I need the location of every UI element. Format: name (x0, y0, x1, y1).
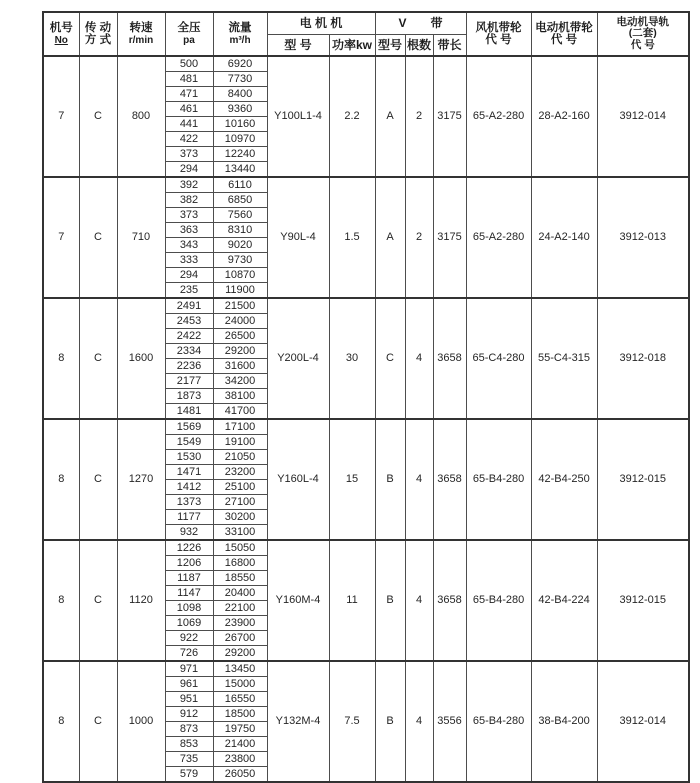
cell-pressure: 873 (165, 722, 213, 737)
cell-pressure: 1177 (165, 510, 213, 525)
col-group-vbelt: V 带 (375, 12, 466, 35)
cell-flow: 23900 (213, 616, 267, 631)
cell-speed: 1600 (117, 298, 165, 419)
cell-belt-type: A (375, 56, 405, 177)
cell-belt-length: 3658 (433, 419, 466, 540)
cell-pressure: 2236 (165, 359, 213, 374)
cell-pressure: 971 (165, 661, 213, 677)
cell-motor-rail: 3912-015 (597, 540, 689, 661)
cell-pressure: 382 (165, 193, 213, 208)
cell-flow: 7730 (213, 72, 267, 87)
cell-flow: 26700 (213, 631, 267, 646)
table-row (43, 540, 689, 556)
cell-belt-count: 2 (405, 56, 433, 177)
cell-motor-rail: 3912-013 (597, 177, 689, 298)
col-header-flow: 流量 m³/h (213, 12, 267, 56)
cell-machine-no: 8 (43, 419, 79, 540)
cell-flow: 38100 (213, 389, 267, 404)
cell-flow: 10160 (213, 117, 267, 132)
cell-flow: 16550 (213, 692, 267, 707)
table-row (43, 298, 689, 314)
cell-speed: 710 (117, 177, 165, 298)
cell-pressure: 343 (165, 238, 213, 253)
cell-belt-length: 3175 (433, 56, 466, 177)
cell-belt-count: 4 (405, 419, 433, 540)
cell-pressure: 2453 (165, 314, 213, 329)
col-header-drive-type: 传 动 方 式 (79, 12, 117, 56)
cell-flow: 41700 (213, 404, 267, 420)
table-row (43, 661, 689, 677)
cell-motor-power: 30 (329, 298, 375, 419)
cell-flow: 18550 (213, 571, 267, 586)
cell-motor-power: 11 (329, 540, 375, 661)
col-header-vbelt-model: 型号 (375, 35, 405, 57)
cell-motor-model: Y200L-4 (267, 298, 329, 419)
cell-motor-power: 7.5 (329, 661, 375, 782)
cell-motor-pulley: 42-B4-224 (531, 540, 597, 661)
cell-drive-type: C (79, 56, 117, 177)
cell-pressure: 1187 (165, 571, 213, 586)
cell-pressure: 373 (165, 208, 213, 223)
cell-pressure: 1069 (165, 616, 213, 631)
cell-drive-type: C (79, 298, 117, 419)
cell-belt-type: A (375, 177, 405, 298)
cell-pressure: 961 (165, 677, 213, 692)
cell-belt-length: 3175 (433, 177, 466, 298)
cell-speed: 1120 (117, 540, 165, 661)
cell-flow: 16800 (213, 556, 267, 571)
cell-flow: 19750 (213, 722, 267, 737)
cell-flow: 9730 (213, 253, 267, 268)
cell-pressure: 1412 (165, 480, 213, 495)
cell-pressure: 294 (165, 268, 213, 283)
cell-flow: 30200 (213, 510, 267, 525)
col-header-motor-model: 型 号 (267, 35, 329, 57)
cell-pressure: 235 (165, 283, 213, 299)
cell-flow: 21400 (213, 737, 267, 752)
cell-pressure: 1147 (165, 586, 213, 601)
cell-belt-count: 4 (405, 540, 433, 661)
cell-belt-length: 3658 (433, 298, 466, 419)
cell-flow: 23800 (213, 752, 267, 767)
col-group-motor: 电 机 机 (267, 12, 375, 35)
cell-belt-count: 4 (405, 298, 433, 419)
cell-flow: 9020 (213, 238, 267, 253)
cell-flow: 20400 (213, 586, 267, 601)
cell-machine-no: 8 (43, 661, 79, 782)
cell-fan-pulley: 65-C4-280 (466, 298, 531, 419)
cell-motor-model: Y90L-4 (267, 177, 329, 298)
cell-flow: 21050 (213, 450, 267, 465)
cell-flow: 31600 (213, 359, 267, 374)
cell-belt-length: 3556 (433, 661, 466, 782)
cell-pressure: 1549 (165, 435, 213, 450)
cell-flow: 12240 (213, 147, 267, 162)
cell-pressure: 922 (165, 631, 213, 646)
cell-motor-power: 2.2 (329, 56, 375, 177)
spec-table-body (43, 56, 689, 782)
cell-flow: 17100 (213, 419, 267, 435)
cell-motor-rail: 3912-014 (597, 56, 689, 177)
cell-motor-rail: 3912-018 (597, 298, 689, 419)
cell-machine-no: 8 (43, 298, 79, 419)
cell-belt-type: B (375, 540, 405, 661)
table-row (43, 56, 689, 72)
cell-pressure: 1481 (165, 404, 213, 420)
cell-fan-pulley: 65-A2-280 (466, 56, 531, 177)
cell-motor-model: Y160L-4 (267, 419, 329, 540)
cell-pressure: 932 (165, 525, 213, 541)
cell-pressure: 1098 (165, 601, 213, 616)
cell-flow: 11900 (213, 283, 267, 299)
cell-belt-length: 3658 (433, 540, 466, 661)
table-row (43, 177, 689, 193)
col-header-vbelt-length: 带长 (433, 35, 466, 57)
cell-drive-type: C (79, 177, 117, 298)
cell-motor-model: Y132M-4 (267, 661, 329, 782)
cell-belt-type: B (375, 661, 405, 782)
cell-flow: 24000 (213, 314, 267, 329)
cell-pressure: 2177 (165, 374, 213, 389)
cell-flow: 19100 (213, 435, 267, 450)
cell-motor-pulley: 55-C4-315 (531, 298, 597, 419)
cell-flow: 10970 (213, 132, 267, 147)
cell-machine-no: 7 (43, 56, 79, 177)
cell-fan-pulley: 65-A2-280 (466, 177, 531, 298)
col-header-motor-rail: 电动机导轨 (二套) 代 号 (597, 12, 689, 56)
cell-flow: 22100 (213, 601, 267, 616)
cell-flow: 13450 (213, 661, 267, 677)
cell-pressure: 333 (165, 253, 213, 268)
cell-pressure: 441 (165, 117, 213, 132)
cell-belt-type: C (375, 298, 405, 419)
cell-flow: 9360 (213, 102, 267, 117)
cell-flow: 8400 (213, 87, 267, 102)
cell-pressure: 912 (165, 707, 213, 722)
cell-pressure: 500 (165, 56, 213, 72)
cell-motor-pulley: 38-B4-200 (531, 661, 597, 782)
cell-flow: 6110 (213, 177, 267, 193)
cell-pressure: 1226 (165, 540, 213, 556)
cell-flow: 29200 (213, 646, 267, 662)
cell-motor-pulley: 24-A2-140 (531, 177, 597, 298)
col-header-motor-pulley: 电动机带轮 代 号 (531, 12, 597, 56)
cell-motor-model: Y100L1-4 (267, 56, 329, 177)
cell-pressure: 363 (165, 223, 213, 238)
col-header-motor-power: 功率kw (329, 35, 375, 57)
cell-motor-model: Y160M-4 (267, 540, 329, 661)
cell-flow: 33100 (213, 525, 267, 541)
cell-motor-power: 15 (329, 419, 375, 540)
col-header-pressure: 全压 pa (165, 12, 213, 56)
cell-flow: 7560 (213, 208, 267, 223)
cell-fan-pulley: 65-B4-280 (466, 540, 531, 661)
col-header-speed: 转速 r/min (117, 12, 165, 56)
col-header-fan-pulley: 风机带轮 代 号 (466, 12, 531, 56)
cell-fan-pulley: 65-B4-280 (466, 661, 531, 782)
cell-pressure: 392 (165, 177, 213, 193)
fan-spec-table (42, 11, 690, 783)
cell-pressure: 853 (165, 737, 213, 752)
cell-motor-pulley: 28-A2-160 (531, 56, 597, 177)
cell-motor-pulley: 42-B4-250 (531, 419, 597, 540)
cell-pressure: 481 (165, 72, 213, 87)
cell-drive-type: C (79, 540, 117, 661)
cell-belt-count: 2 (405, 177, 433, 298)
cell-pressure: 579 (165, 767, 213, 783)
cell-machine-no: 8 (43, 540, 79, 661)
cell-flow: 18500 (213, 707, 267, 722)
cell-pressure: 951 (165, 692, 213, 707)
cell-pressure: 471 (165, 87, 213, 102)
cell-machine-no: 7 (43, 177, 79, 298)
cell-pressure: 294 (165, 162, 213, 178)
cell-flow: 15050 (213, 540, 267, 556)
cell-fan-pulley: 65-B4-280 (466, 419, 531, 540)
cell-flow: 10870 (213, 268, 267, 283)
col-header-vbelt-count: 根数 (405, 35, 433, 57)
cell-pressure: 1873 (165, 389, 213, 404)
cell-flow: 26050 (213, 767, 267, 783)
cell-flow: 8310 (213, 223, 267, 238)
table-header (43, 12, 689, 56)
cell-pressure: 461 (165, 102, 213, 117)
cell-motor-rail: 3912-015 (597, 419, 689, 540)
cell-flow: 29200 (213, 344, 267, 359)
cell-flow: 15000 (213, 677, 267, 692)
cell-pressure: 2422 (165, 329, 213, 344)
cell-speed: 1270 (117, 419, 165, 540)
cell-flow: 23200 (213, 465, 267, 480)
cell-pressure: 2491 (165, 298, 213, 314)
cell-pressure: 1206 (165, 556, 213, 571)
cell-pressure: 735 (165, 752, 213, 767)
cell-pressure: 1530 (165, 450, 213, 465)
cell-flow: 6920 (213, 56, 267, 72)
cell-flow: 27100 (213, 495, 267, 510)
cell-speed: 800 (117, 56, 165, 177)
cell-flow: 26500 (213, 329, 267, 344)
cell-flow: 34200 (213, 374, 267, 389)
cell-pressure: 373 (165, 147, 213, 162)
cell-pressure: 1373 (165, 495, 213, 510)
cell-flow: 6850 (213, 193, 267, 208)
cell-drive-type: C (79, 419, 117, 540)
cell-motor-rail: 3912-014 (597, 661, 689, 782)
cell-belt-count: 4 (405, 661, 433, 782)
cell-motor-power: 1.5 (329, 177, 375, 298)
cell-speed: 1000 (117, 661, 165, 782)
cell-drive-type: C (79, 661, 117, 782)
table-row (43, 419, 689, 435)
cell-belt-type: B (375, 419, 405, 540)
col-header-machine-no: 机号 No (43, 12, 79, 56)
cell-pressure: 422 (165, 132, 213, 147)
cell-flow: 21500 (213, 298, 267, 314)
cell-flow: 25100 (213, 480, 267, 495)
cell-pressure: 1471 (165, 465, 213, 480)
cell-flow: 13440 (213, 162, 267, 178)
cell-pressure: 1569 (165, 419, 213, 435)
cell-pressure: 2334 (165, 344, 213, 359)
cell-pressure: 726 (165, 646, 213, 662)
